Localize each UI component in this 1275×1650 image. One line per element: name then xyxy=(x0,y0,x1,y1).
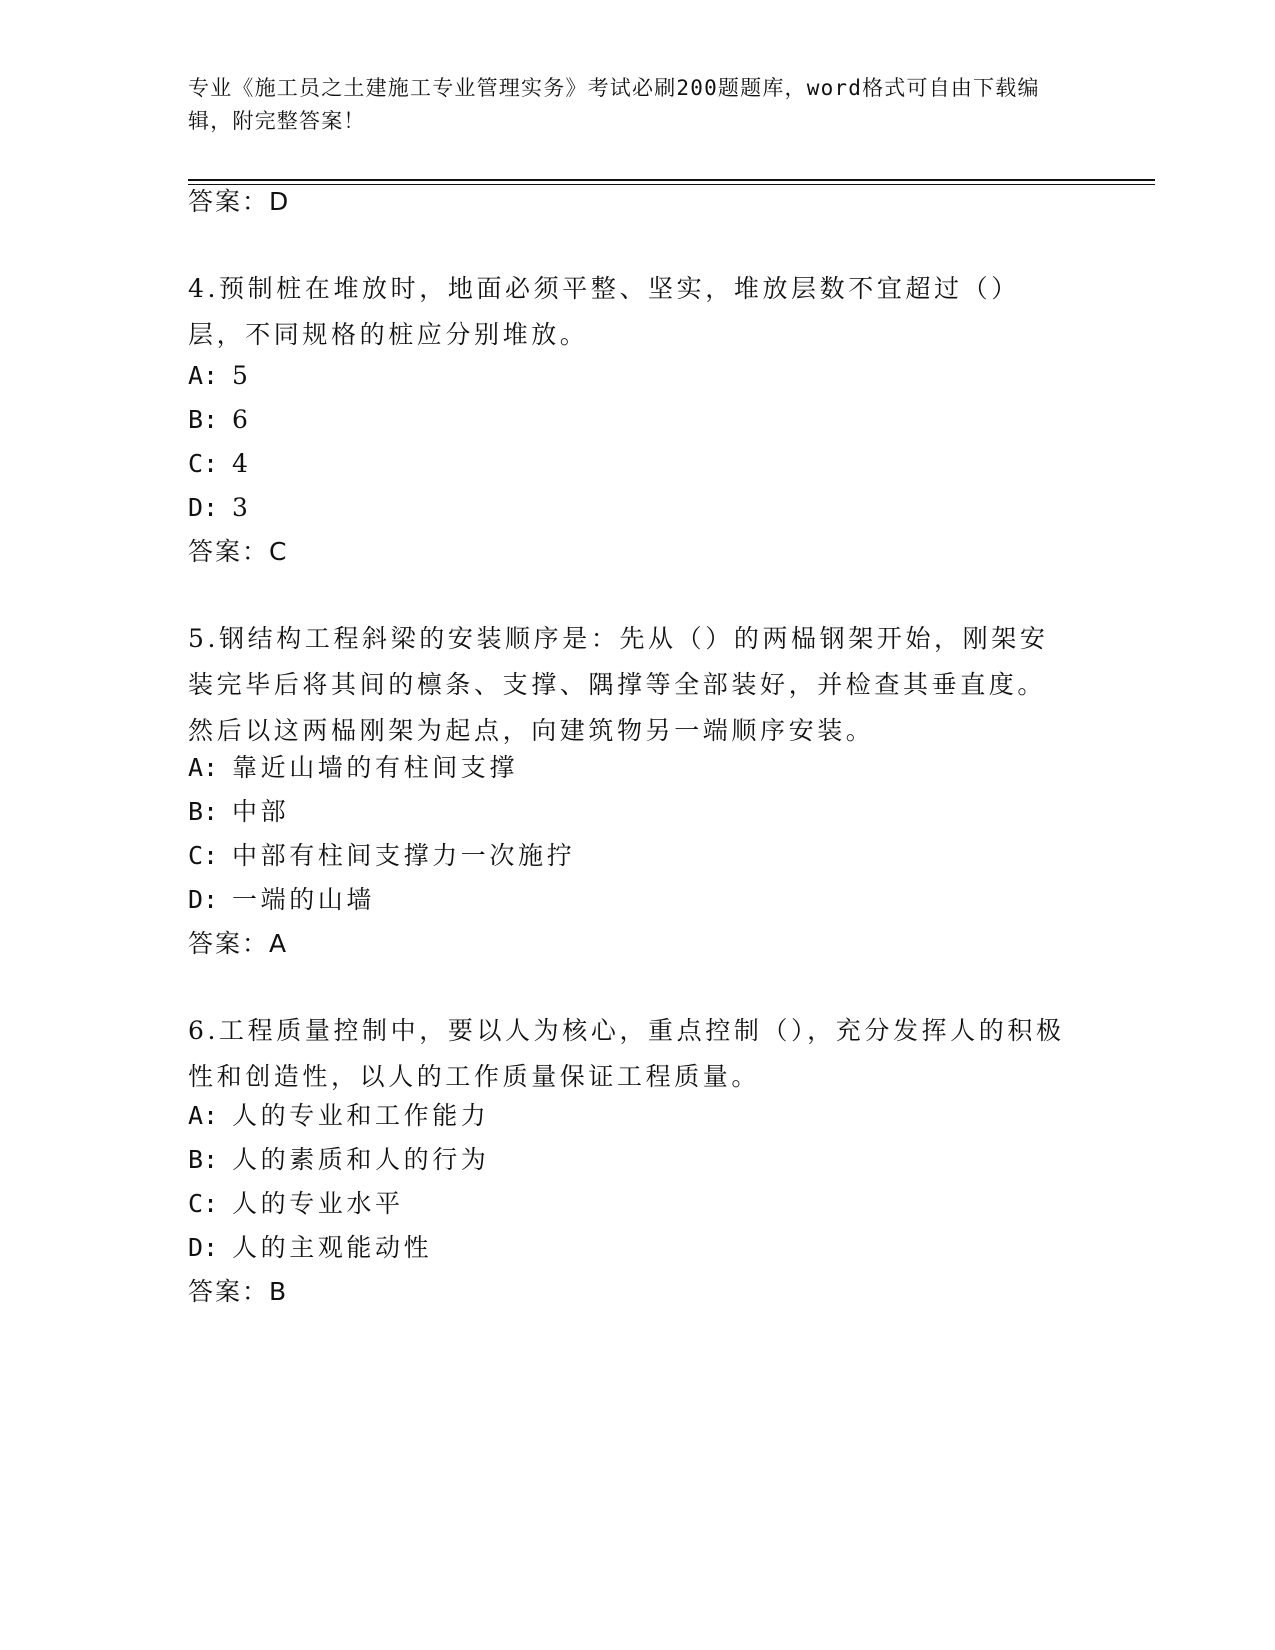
option-label: C: xyxy=(188,449,219,478)
option-label: A: xyxy=(188,361,219,390)
answer-previous: 答案：D xyxy=(188,187,291,216)
option-text: 一端的山墙 xyxy=(232,885,376,914)
question-5-text: 5.钢结构工程斜梁的安装顺序是：先从（）的两榀钢架开始，刚架安装完毕后将其间的檩条、支撑、隅撑等全部装好，并检查其垂直度。然后以这两榀刚架为起点，向建筑物另一端顺序安装。 xyxy=(188,624,1049,745)
question-4-option-a xyxy=(188,358,252,394)
question-5-answer: 答案：A xyxy=(188,929,289,958)
page-header: 专业《施工员之土建施工专业管理实务》考试必刷200题题库，word格式可自由下载编辑，附完整答案！ xyxy=(188,76,1040,133)
option-label: D: xyxy=(188,1233,219,1262)
question-6-option-d xyxy=(188,1230,432,1266)
option-label: B: xyxy=(188,1145,219,1174)
option-text: 人的专业和工作能力 xyxy=(232,1101,490,1130)
header-rule-thin xyxy=(188,184,1155,185)
question-5-option-d xyxy=(188,882,375,918)
question-5-option-a xyxy=(188,750,518,786)
option-label: D: xyxy=(188,493,219,522)
question-4-option-d xyxy=(188,490,252,526)
option-text: 人的专业水平 xyxy=(232,1189,404,1218)
question-4-answer: 答案：C xyxy=(188,537,289,566)
option-label: D: xyxy=(188,885,219,914)
question-4-option-c xyxy=(188,446,252,482)
option-text: 6 xyxy=(232,405,252,434)
option-label: C: xyxy=(188,841,219,870)
option-label: A: xyxy=(188,1101,219,1130)
question-6-answer: 答案：B xyxy=(188,1277,289,1306)
option-text: 中部有柱间支撑力一次施拧 xyxy=(232,841,576,870)
question-6-option-c xyxy=(188,1186,404,1222)
option-label: B: xyxy=(188,797,219,826)
option-label: C: xyxy=(188,1189,219,1218)
header-rule-thick xyxy=(188,179,1155,181)
option-text: 3 xyxy=(232,493,252,522)
option-text: 中部 xyxy=(232,797,290,826)
option-text: 4 xyxy=(232,449,252,478)
question-4-option-b xyxy=(188,402,252,438)
option-text: 靠近山墙的有柱间支撑 xyxy=(232,753,519,782)
option-label: A: xyxy=(188,753,219,782)
question-4-text: 4.预制桩在堆放时，地面必须平整、坚实，堆放层数不宜超过（）层，不同规格的桩应分别堆放。 xyxy=(188,274,1020,349)
question-6-text: 6.工程质量控制中，要以人为核心，重点控制（），充分发挥人的积极性和创造性，以人的工作质量保证工程质量。 xyxy=(188,1016,1065,1091)
option-label: B: xyxy=(188,405,219,434)
question-6-option-b xyxy=(188,1142,489,1178)
question-6-option-a xyxy=(188,1098,489,1134)
question-5-option-b xyxy=(188,794,289,830)
option-text: 人的主观能动性 xyxy=(232,1233,433,1262)
option-text: 人的素质和人的行为 xyxy=(232,1145,490,1174)
question-5-option-c xyxy=(188,838,575,874)
option-text: 5 xyxy=(232,361,252,390)
